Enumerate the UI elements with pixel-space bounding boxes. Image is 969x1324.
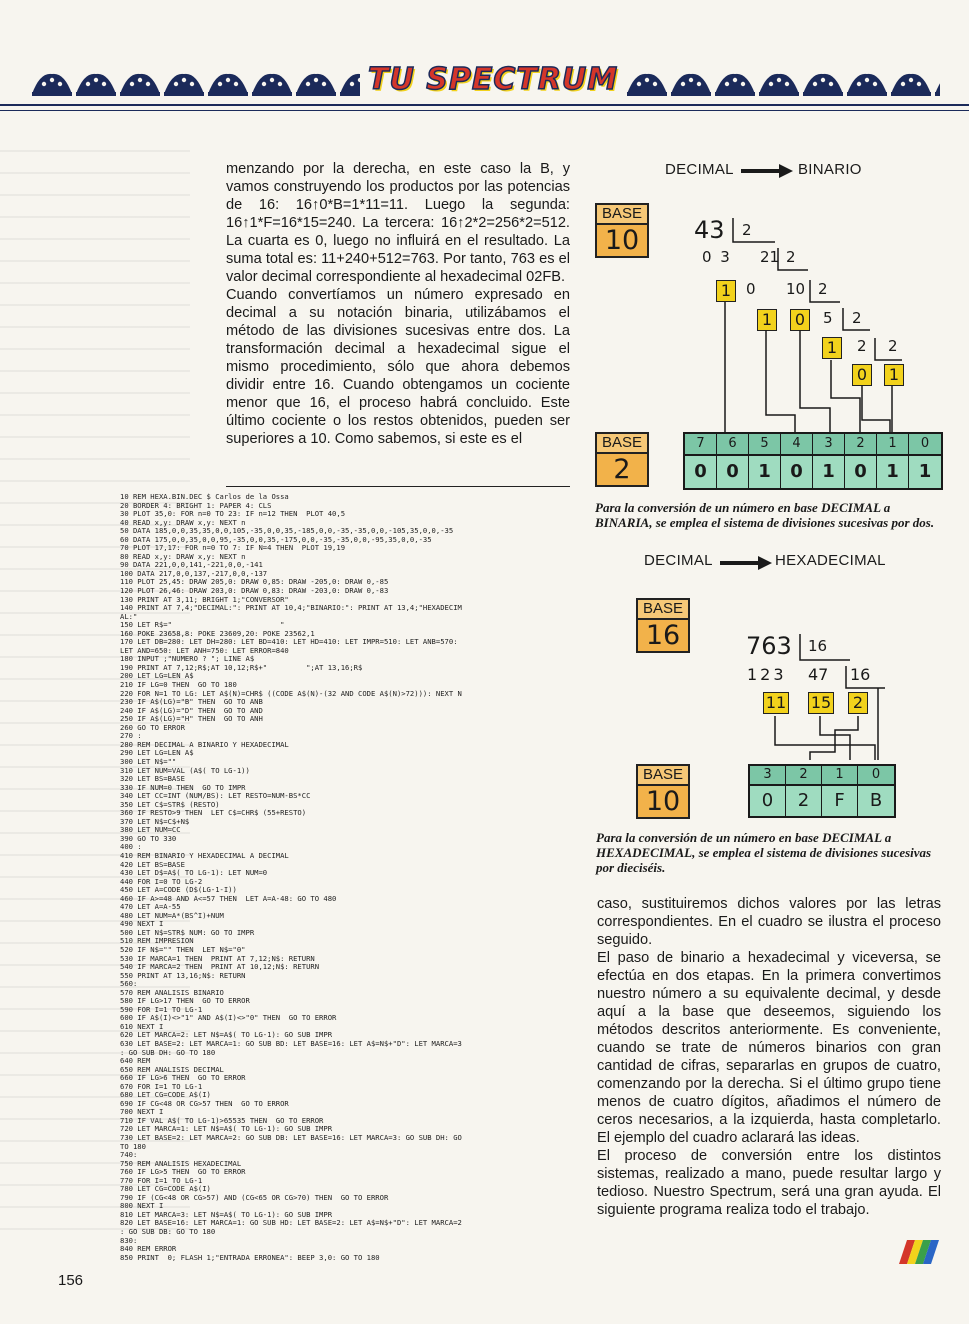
listing-line: 180 INPUT ;"NUMERO ? "; LINE A$ — [120, 655, 255, 664]
arrow-icon — [741, 164, 793, 178]
diagram-title-left: DECIMAL — [644, 552, 713, 569]
remainder-box: 1 — [757, 309, 777, 331]
listing-line: 770 FOR I=1 TO LG-1 — [120, 1176, 203, 1185]
listing-line: 560: — [120, 980, 138, 989]
listing-line: 840 REM ERROR — [120, 1245, 177, 1254]
listing-line: 190 PRINT AT 7,12;R$;AT 10,12;R$+" ";AT 13,16;R$ — [120, 663, 363, 672]
listing-line: 750 REM ANALISIS HEXADECIMAL — [120, 1159, 242, 1168]
listing-line: 780 LET CG=CODE A$(I) — [120, 1185, 211, 1194]
listing-line: 20 BORDER 4: BRIGHT 1: PAPER 4: CLS — [120, 501, 272, 510]
listing-line: 800 NEXT I — [120, 1202, 164, 1211]
bit-value: 0 — [845, 456, 877, 488]
hex-digit: B — [869, 790, 883, 811]
bit-position: 6 — [717, 434, 749, 454]
quotient: 5 — [823, 309, 833, 327]
diagram-title-right: HEXADECIMAL — [775, 552, 886, 569]
quotient: 47 — [808, 665, 829, 684]
listing-line: 80 READ x,y: DRAW x,y: NEXT n — [120, 552, 246, 561]
base-label: BASE — [597, 434, 647, 454]
listing-line: 830: — [120, 1236, 138, 1245]
dividend: 43 — [694, 216, 725, 244]
bit-value: 1 — [918, 461, 932, 482]
arrow-icon — [720, 556, 772, 570]
listing-line: 60 DATA 175,0,0,35,0,0,95,-35,0,0,35,-175,0,0,-35,-35,0,0,-95,35,0,0,-35 — [120, 535, 432, 544]
listing-line: 240 IF A$(LG)="D" THEN GO TO AND — [120, 706, 263, 715]
base-value: 16 — [645, 620, 681, 651]
hex-remainder-box: 11 — [763, 692, 789, 714]
listing-line: 50 DATA 185,0,0,35,35,0,0,105,-35,0,0,35,-185,0,0,-35,-35,0,0,-105,35,0,0,-35 — [120, 527, 454, 536]
listing-line: 850 PRINT 0; FLASH 1;"ENTRADA ERRONEA": BEEP 3,0: GO TO 180 — [120, 1253, 380, 1262]
listing-line: 460 IF A>=48 AND A<=57 THEN LET A=A-48: GO TO 480 — [120, 894, 337, 903]
listing-line: 720 LET MARCA=1: LET N$=A$( TO LG-1): GO SUB IMPR — [120, 1125, 333, 1134]
hex-digit: 2 — [786, 786, 822, 816]
listing-line: 130 PRINT AT 3,11; BRIGHT 1;"CONVERSOR" — [120, 595, 289, 604]
listing-line: 330 IF NUM=0 THEN GO TO IMPR — [120, 783, 246, 792]
bit-position: 4 — [781, 434, 813, 454]
quotient: 21 — [760, 248, 780, 266]
listing-line: 640 REM — [120, 1057, 151, 1066]
bit-position: 5 — [749, 434, 781, 454]
listing-line: 90 DATA 221,0,0,141,-221,0,0,-141 — [120, 561, 263, 570]
paragraph: Cuando convertíamos un número expresado en decimal a su notación binaria, utilizábamos el método de las divisiones sucesivas entre dos. La transformación decimal a hexadecimal sigue el mismo procedimiento, sólo que ahora debemos dividir entre 16. Cuando obtengamos un cociente menor que 16, el proceso habrá concluido. Este último cociente o los restos obtenidos, pueden ser superiores a 10. Como sabemos, si este es el — [226, 287, 570, 447]
listing-line: 160 POKE 23658,8: POKE 23609,20: POKE 23562,1 — [120, 629, 315, 638]
listing-line: 630 LET BASE=2: LET MARCA=1: GO SUB BD: LET BASE=16: LET A$=N$+"D": LET MARCA=3 — [120, 1040, 462, 1048]
listing-line: 810 LET MARCA=3: LET N$=A$( TO LG-1): GO SUB IMPR — [120, 1210, 333, 1219]
hex-quotient-box: 2 — [848, 692, 868, 714]
digit: 0 — [746, 280, 756, 298]
paragraph: El paso de binario a hexadecimal y viceversa, se efectúa en dos etapas. En la primera convertimos nuestro número a su equivalente decimal, y desde aquí a la base que deseemos, siguiendo los métodos descritos anteriormente. Es conveniente, cuando se trate de números binarios con gran cantidad de cifras, separarlas en grupos de cuatro, comenzando por la derecha. Si el último grupo tiene menos de cuatro dígitos, añadimos el número de ceros necesarios, a la izquierda, hasta completarlo. El ejemplo del cuadro aclarará las ideas. — [597, 950, 941, 1146]
base-box-16 — [636, 598, 690, 653]
base-box-10 — [636, 764, 690, 819]
column-rule — [226, 486, 570, 487]
listing-line: 120 PLOT 26,46: DRAW 203,0: DRAW 0,83: DRAW -203,0: DRAW 0,-83 — [120, 587, 389, 596]
bit-position: 3 — [813, 434, 845, 454]
remainder-box: 1 — [716, 280, 736, 302]
quotient-box: 1 — [884, 364, 904, 386]
listing-line: 310 LET NUM=VAL (A$( TO LG-1)) — [120, 766, 250, 775]
hex-digit: 0 — [750, 786, 786, 816]
divisor: 16 — [850, 665, 871, 684]
logo-text: TU SPECTRUM — [368, 62, 619, 97]
listing-line: 420 LET BS=BASE — [120, 860, 185, 869]
header-wave-right — [625, 66, 940, 106]
hex-division-lines — [740, 630, 940, 765]
paragraph: caso, sustituiremos dichos valores por las letras correspondientes. En el cuadro se ilustra el proceso seguido. — [597, 896, 941, 948]
listing-line: 230 IF A$(LG)="B" THEN GO TO ANB — [120, 698, 263, 707]
bit-value: 0 — [685, 456, 717, 488]
bit-value: 1 — [813, 456, 845, 488]
listing-line: 510 REM IMPRESION — [120, 937, 194, 946]
listing-line: 40 READ x,y: DRAW x,y: NEXT n — [120, 518, 246, 527]
diagram-title-left: DECIMAL — [665, 161, 734, 178]
listing-line: 450 LET A=CODE (D$(LG-1-I)) — [120, 886, 237, 895]
listing-line: TO 180 — [120, 1142, 146, 1151]
logo-tu-spectrum — [368, 62, 618, 97]
listing-line: 350 LET C$=STR$ (RESTO) — [120, 800, 220, 809]
listing-line: 430 LET D$=A$( TO LG-1): LET NUM=0 — [120, 869, 268, 878]
listing-line: 400 : — [120, 843, 142, 852]
hex-remainder-box: 15 — [808, 692, 834, 714]
remainder-box: 1 — [822, 337, 842, 359]
hex-position: 2 — [786, 766, 822, 784]
remainder-box: 0 — [790, 309, 810, 331]
listing-line: 520 IF N$="" THEN LET N$="0" — [120, 945, 246, 954]
hex-position: 1 — [822, 766, 858, 784]
remainder: 0 3 — [702, 248, 732, 266]
hex-table — [748, 764, 896, 818]
divisor: 2 — [818, 280, 828, 298]
base-label: BASE — [638, 766, 688, 786]
listing-line: 570 REM ANALISIS BINARIO — [120, 988, 224, 997]
listing-line: 10 REM HEXA.BIN.DEC $ Carlos de la Ossa — [120, 493, 289, 501]
base-label: BASE — [638, 600, 688, 620]
listing-line: 600 IF A$(I)<>"1" AND A$(I)<>"0" THEN GO TO ERROR — [120, 1014, 337, 1023]
divisor: 2 — [888, 337, 898, 355]
dividend: 763 — [746, 632, 792, 660]
listing-line: 340 LET CC=INT (NUM/BS): LET RESTO=NUM-BS*CC — [120, 792, 311, 801]
hex-position: 0 — [871, 767, 881, 782]
caption-binary: Para la conversión de un número en base DECIMAL a BINARIA, se emplea el sistema de divisiones sucesivas por dos. — [595, 500, 935, 530]
listing-line: 480 LET NUM=A*(BS^I)+NUM — [120, 911, 224, 920]
header-wave-left — [30, 66, 360, 106]
listing-line: 740: — [120, 1151, 138, 1160]
listing-line: 290 LET LG=LEN A$ — [120, 749, 194, 758]
listing-line: AL:" — [120, 612, 138, 621]
listing-line: 760 IF LG>5 THEN GO TO ERROR — [120, 1168, 246, 1177]
divisor: 2 — [742, 221, 752, 239]
bit-position: 2 — [845, 434, 877, 454]
listing-line: 390 GO TO 330 — [120, 834, 177, 843]
listing-line: 270 : — [120, 732, 142, 741]
right-text-column — [597, 895, 941, 1219]
caption-hexadecimal: Para la conversión de un número en base DECIMAL a HEXADECIMAL, se emplea el sistema de divisiones sucesivas por dieciséis. — [596, 830, 932, 875]
base-label: BASE — [597, 205, 647, 225]
listing-line: 150 LET R$=" " — [120, 621, 285, 630]
listing-line: 360 IF RESTO>9 THEN LET C$=CHR$ (55+RESTO) — [120, 809, 307, 818]
bit-position: 7 — [685, 434, 717, 454]
listing-line: 300 LET N$="" — [120, 757, 177, 766]
listing-line: 620 LET MARCA=2: LET N$=A$( TO LG-1): GO SUB IMPR — [120, 1031, 333, 1040]
program-listing — [120, 493, 560, 1262]
listing-line: 70 PLOT 17,17: FOR n=0 TO 7: IF N=4 THEN PLOT 19,19 — [120, 544, 346, 553]
base-box-2 — [595, 432, 649, 487]
spectrum-stripes-icon — [893, 1240, 939, 1264]
hex-digit: F — [822, 786, 858, 816]
listing-line: 320 LET BS=BASE — [120, 775, 185, 784]
divisor: 2 — [786, 248, 796, 266]
diagram-title-right: BINARIO — [798, 161, 862, 178]
listing-line: : GO SUB DB: GO TO 180 — [120, 1228, 216, 1237]
remainder-digits: 123 — [747, 665, 787, 684]
listing-line: 200 LET LG=LEN A$ — [120, 672, 194, 681]
listing-line: 660 IF LG>6 THEN GO TO ERROR — [120, 1074, 246, 1083]
bit-value: 0 — [781, 456, 813, 488]
listing-line: 500 LET N$=STR$ NUM: GO TO IMPR — [120, 928, 255, 937]
binary-table — [683, 432, 943, 490]
listing-line: 210 IF LG=0 THEN GO TO 180 — [120, 681, 237, 690]
bit-value: 1 — [749, 456, 781, 488]
bit-position: 0 — [920, 436, 930, 451]
left-text-column — [226, 160, 570, 448]
bit-value: 0 — [717, 456, 749, 488]
listing-line: 680 LET CG=CODE A$(I) — [120, 1091, 211, 1100]
listing-line: 610 NEXT I — [120, 1022, 164, 1031]
listing-line: 260 GO TO ERROR — [120, 723, 185, 732]
listing-line: 700 NEXT I — [120, 1108, 164, 1117]
paragraph: menzando por la derecha, en este caso la B, y vamos construyendo los productos por las potencias de 16: 16↑0*B=1*11=11. Luego la segunda: 16↑1*F=16*15=240. La tercera: 16↑2*2=256*2=512. La cuarta es 0, luego no influirá en el resultado. La suma total es: 11+240+512=763. Por tanto, 763 es el valor decimal correspondiente al hexadecimal 02FB. — [226, 161, 570, 285]
division-lines — [690, 210, 950, 435]
listing-line: 170 LET DB=280: LET DH=280: LET BD=410: LET HD=410: LET IMPR=510: LET ANB=570: — [120, 638, 458, 647]
listing-line: 250 IF A$(LG)="H" THEN GO TO ANH — [120, 715, 263, 724]
paragraph: El proceso de conversión entre los distintos sistemas, realizado a mano, puede resultar largo y tedioso. Nuestro Spectrum, será una gran ayuda. El siguiente programa realiza todo el trabajo. — [597, 1148, 941, 1218]
listing-line: 30 PLOT 35,0: FOR n=0 TO 23: IF n=12 THEN PLOT 40,5 — [120, 510, 346, 519]
listing-line: 790 IF (CG<48 OR CG>57) AND (CG<65 OR CG>70) THEN GO TO ERROR — [120, 1193, 389, 1202]
listing-line: 470 LET A=A-55 — [120, 903, 181, 912]
bit-value: 1 — [877, 456, 909, 488]
listing-line: 690 IF CG<48 OR CG>57 THEN GO TO ERROR — [120, 1099, 289, 1108]
listing-line: 710 IF VAL A$( TO LG-1)>65535 THEN GO TO ERROR — [120, 1116, 324, 1125]
listing-line: 580 IF LG>17 THEN GO TO ERROR — [120, 997, 250, 1006]
listing-line: : GO SUB DH: GO TO 180 — [120, 1048, 216, 1057]
listing-line: 110 PLOT 25,45: DRAW 205,0: DRAW 0,85: DRAW -205,0: DRAW 0,-85 — [120, 578, 389, 587]
quotient: 2 — [857, 337, 867, 355]
listing-line: 820 LET BASE=16: LET MARCA=1: GO SUB HD: LET BASE=2: LET A$=N$+"D": LET MARCA=2 — [120, 1219, 462, 1228]
base-value: 10 — [604, 225, 640, 256]
listing-line: 670 FOR I=1 TO LG-1 — [120, 1082, 203, 1091]
listing-line: 100 DATA 217,0,0,137,-217,0,0,-137 — [120, 569, 268, 578]
listing-line: LET AND=650: LET ANH=750: LET ERROR=840 — [120, 646, 289, 655]
divisor: 16 — [808, 637, 828, 655]
listing-line: 410 REM BINARIO Y HEXADECIMAL A DECIMAL — [120, 851, 289, 860]
base-box-10 — [595, 203, 649, 258]
listing-line: 530 IF MARCA=1 THEN PRINT AT 7,12;N$: RETURN — [120, 954, 315, 963]
remainder-box: 0 — [852, 364, 872, 386]
listing-line: 540 IF MARCA=2 THEN PRINT AT 10,12;N$: RETURN — [120, 963, 320, 972]
listing-line: 280 REM DECIMAL A BINARIO Y HEXADECIMAL — [120, 740, 289, 749]
listing-line: 440 FOR I=0 TO LG-2 — [120, 877, 203, 886]
listing-line: 140 PRINT AT 7,4;"DECIMAL:": PRINT AT 10,4;"BINARIO:": PRINT AT 13,4;"HEXADECIM — [120, 604, 462, 613]
listing-line: 590 FOR I=1 TO LG-1 — [120, 1005, 203, 1014]
divisor: 2 — [852, 309, 862, 327]
bit-position: 1 — [877, 434, 909, 454]
listing-line: 370 LET N$=C$+N$ — [120, 817, 190, 826]
page-number: 156 — [58, 1272, 84, 1289]
listing-line: 730 LET BASE=2: LET MARCA=2: GO SUB DB: LET BASE=16: LET MARCA=3: GO SUB DH: GO — [120, 1134, 462, 1143]
listing-line: 550 PRINT AT 13,16;N$: RETURN — [120, 971, 246, 980]
quotient: 10 — [786, 280, 806, 298]
header-rule-2 — [0, 110, 969, 111]
listing-line: 650 REM ANALISIS DECIMAL — [120, 1065, 224, 1074]
hex-position: 3 — [750, 766, 786, 784]
listing-line: 380 LET NUM=CC — [120, 826, 181, 835]
base-value: 2 — [613, 454, 631, 485]
base-value: 10 — [645, 786, 681, 817]
listing-line: 220 FOR N=1 TO LG: LET A$(N)=CHR$ ((CODE A$(N)-(32 AND CODE A$(N)>72))): NEXT N — [120, 689, 462, 698]
listing-line: 490 NEXT I — [120, 920, 164, 929]
